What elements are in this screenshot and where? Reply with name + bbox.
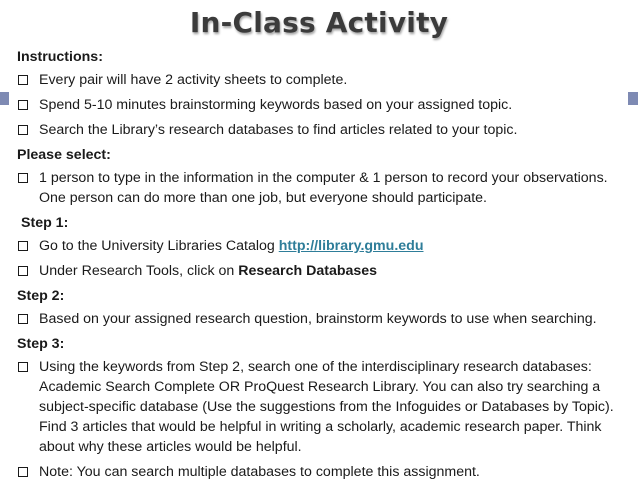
step3-item [17, 462, 623, 482]
library-catalog-link[interactable]: http://library.gmu.edu [278, 238, 424, 254]
step1-item [17, 261, 623, 281]
step1-item-text: Under Research Tools, click on [39, 263, 239, 279]
slide-marker-right [628, 92, 638, 105]
slide-marker-left [0, 92, 9, 105]
square-bullet-icon [18, 362, 28, 372]
instruction-item [17, 120, 623, 140]
step3-item-text: Using the keywords from Step 2, search one of the interdisciplinary research databases: Academic Search Complete OR ProQuest Research Library. You can also try searching a subject-specific database (Use the suggestions from the Infoguides or Databases by Topic). Find 3 articles that would be helpful in writing a scholarly, academic research paper. Think about why these articles would be helpful. [39, 359, 614, 455]
slide-title: In-Class Activity [189, 6, 449, 39]
instruction-item-text: Spend 5-10 minutes brainstorming keywords based on your assigned topic. [39, 97, 513, 113]
please-select-item-text: 1 person to type in the information in the computer & 1 person to record your observations. One person can do more than one job, but everyone should participate. [39, 170, 608, 206]
square-bullet-icon [18, 241, 28, 251]
step3-item [17, 357, 623, 457]
instruction-item [17, 95, 623, 115]
square-bullet-icon [18, 173, 28, 183]
step2-heading: Step 2: [17, 288, 65, 304]
square-bullet-icon [18, 467, 28, 477]
instruction-item [17, 70, 623, 90]
step1-item-text: Go to the University Libraries Catalog [39, 238, 279, 254]
step2-item [17, 309, 623, 329]
square-bullet-icon [18, 100, 28, 110]
square-bullet-icon [18, 266, 28, 276]
instruction-item-text: Every pair will have 2 activity sheets to complete. [39, 72, 348, 88]
square-bullet-icon [18, 75, 28, 85]
please-select-heading: Please select: [17, 147, 111, 163]
step1-item [17, 236, 623, 256]
slide-content [17, 44, 623, 487]
step3-item-text: Note: You can search multiple databases to complete this assignment. [39, 464, 480, 480]
step2-item-text: Based on your assigned research question, brainstorm keywords to use when searching. [39, 311, 597, 327]
instructions-heading: Instructions: [17, 49, 103, 65]
please-select-item [17, 168, 623, 208]
research-databases-label: Research Databases [238, 263, 378, 279]
step3-heading: Step 3: [17, 336, 65, 352]
step1-heading: Step 1: [21, 215, 69, 231]
instruction-item-text: Search the Library’s research databases to find articles related to your topic. [39, 122, 518, 138]
square-bullet-icon [18, 125, 28, 135]
square-bullet-icon [18, 314, 28, 324]
